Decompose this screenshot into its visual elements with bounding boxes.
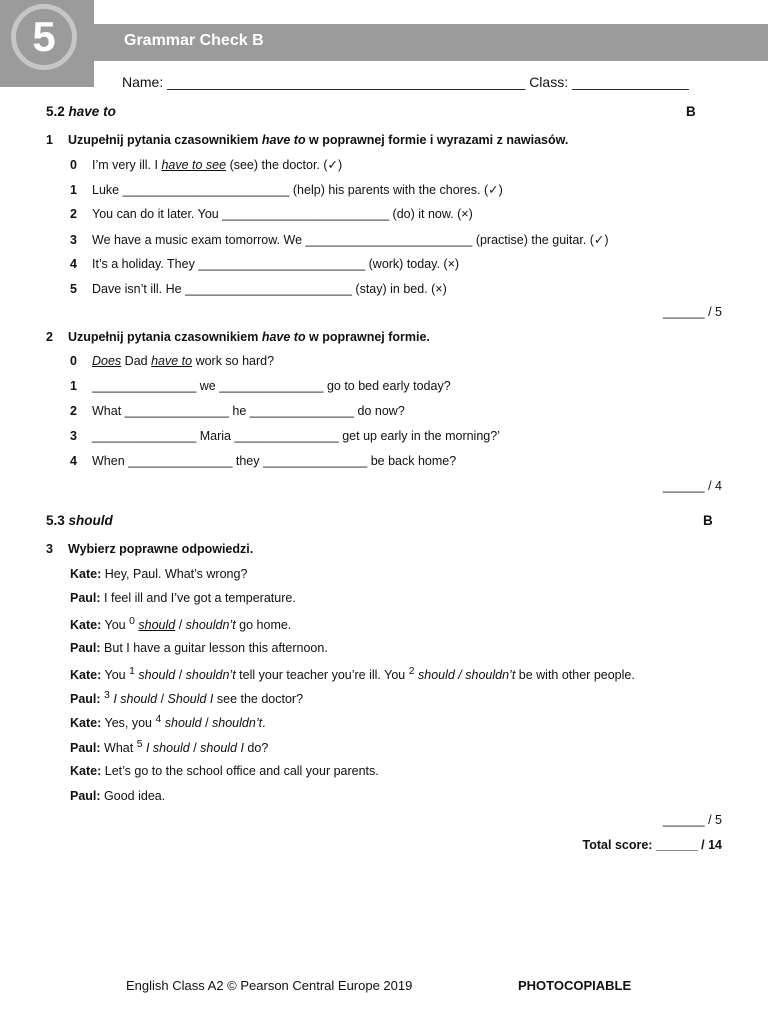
item-text[interactable]: We have a music exam tomorrow. We ________________________ (practise) the guitar. (✓) <box>92 233 609 247</box>
section-heading-5-3 <box>46 513 113 528</box>
gap-number: 3 <box>104 690 110 701</box>
list-item[interactable] <box>70 257 459 271</box>
name-label: Name: <box>122 74 164 90</box>
gap-number: 0 <box>129 616 135 627</box>
item-text[interactable]: _______________ Maria _______________ get up early in the morning?’ <box>92 429 500 443</box>
item-number: 1 <box>70 379 77 393</box>
list-item[interactable] <box>70 379 451 393</box>
item-number: 2 <box>70 404 77 418</box>
dialogue-line <box>70 789 165 803</box>
separator: / <box>175 618 186 633</box>
dialogue-line <box>70 739 268 755</box>
instruction-text: Wybierz poprawne odpowiedzi. <box>68 542 254 556</box>
section-title: should <box>68 513 113 528</box>
exercise-3-score[interactable]: ______ / 5 <box>662 813 722 827</box>
class-label: Class: <box>529 74 569 90</box>
total-label: Total score: <box>582 838 653 852</box>
list-item[interactable] <box>70 454 456 468</box>
speaker: Paul: <box>70 692 101 707</box>
list-item[interactable] <box>70 282 447 296</box>
section-number: 5.2 <box>46 104 65 119</box>
option-a[interactable]: should <box>164 716 202 731</box>
list-item[interactable] <box>70 232 609 247</box>
item-number: 1 <box>70 183 77 197</box>
dialogue-line <box>70 666 635 682</box>
instruction-text: w poprawnej formie i wyrazami z nawiasów. <box>305 133 569 147</box>
dialogue-line <box>70 591 296 605</box>
item-text: I’m very ill. I <box>92 158 162 172</box>
section-heading-5-2 <box>46 104 116 119</box>
option-a[interactable]: I should <box>113 692 158 707</box>
line-text: Hey, Paul. What’s wrong? <box>101 567 248 581</box>
item-text: Dad <box>121 354 152 368</box>
line-text: see the doctor? <box>213 692 304 707</box>
line-text: Good idea. <box>100 789 166 803</box>
exercise-1-instruction <box>46 133 568 147</box>
item-number: 0 <box>70 158 77 172</box>
instruction-text: w poprawnej formie. <box>305 330 430 344</box>
option-b: shouldn’t <box>185 618 236 633</box>
gap-number: 2 <box>408 666 415 677</box>
total-score <box>583 838 722 852</box>
line-text: You <box>101 668 130 683</box>
separator: / <box>189 741 201 756</box>
example-answer: Does <box>92 354 122 368</box>
option-a[interactable]: should <box>138 668 176 683</box>
dialogue-line <box>70 616 291 632</box>
footer-photocopiable: PHOTOCOPIABLE <box>518 978 632 993</box>
dialogue-line <box>70 641 328 655</box>
line-text: Yes, you <box>101 716 156 731</box>
name-field[interactable]: ______________________________________________ <box>167 74 526 90</box>
list-item[interactable] <box>70 207 473 221</box>
exercise-2-instruction <box>46 330 430 344</box>
instruction-emphasis: have to <box>261 330 306 344</box>
list-item <box>70 354 274 368</box>
item-text[interactable]: What _______________ he _______________ do now? <box>92 404 405 418</box>
item-number: 3 <box>70 429 77 443</box>
exercise-number: 3 <box>46 542 53 556</box>
line-text: . <box>262 716 266 731</box>
dialogue-line <box>70 714 266 730</box>
line-text: tell your teacher you’re ill. You <box>235 668 409 683</box>
example-answer: have to see <box>161 158 227 172</box>
speaker: Kate: <box>70 618 102 633</box>
item-text[interactable]: When _______________ they _______________ be back home? <box>92 454 457 468</box>
line-text: go home. <box>235 618 292 633</box>
option-a: should <box>138 618 176 633</box>
speaker: Kate: <box>70 764 102 778</box>
dialogue-line <box>70 690 303 706</box>
speaker: Kate: <box>70 567 102 581</box>
option-b[interactable]: Should I <box>167 692 214 707</box>
gap-number: 4 <box>155 714 162 725</box>
gap-number: 5 <box>136 739 143 750</box>
speaker: Paul: <box>70 641 101 655</box>
item-number: 2 <box>70 207 77 221</box>
item-text: work so hard? <box>192 354 275 368</box>
line-text: Let’s go to the school office and call your parents. <box>101 764 379 778</box>
line-text: do? <box>243 741 269 756</box>
item-text[interactable]: You can do it later. You ________________________ (do) it now. (×) <box>92 207 473 221</box>
item-number: 0 <box>70 354 77 368</box>
exercise-3-instruction <box>46 542 253 556</box>
item-number: 3 <box>70 233 77 247</box>
option-a[interactable]: I should <box>145 741 190 756</box>
line-text: be with other people. <box>515 668 635 683</box>
exercise-1-score[interactable]: ______ / 5 <box>662 305 722 319</box>
instruction-text: Uzupełnij pytania czasownikiem <box>68 330 262 344</box>
instruction-text: Uzupełnij pytania czasownikiem <box>68 133 262 147</box>
dialogue-line <box>70 764 379 778</box>
example-answer: have to <box>151 354 193 368</box>
item-text[interactable]: Luke ________________________ (help) his parents with the chores. (✓) <box>92 183 503 197</box>
option-b[interactable]: shouldn’t <box>212 716 263 731</box>
dialogue-line <box>70 567 247 581</box>
section-number: 5.3 <box>46 513 65 528</box>
exercise-number: 2 <box>46 330 53 344</box>
instruction-emphasis: have to <box>261 133 306 147</box>
exercise-number: 1 <box>46 133 53 147</box>
line-text: I feel ill and I’ve got a temperature. <box>100 591 296 605</box>
footer-copyright: English Class A2 © Pearson Central Europe 2019 <box>126 978 413 993</box>
option-b[interactable]: shouldn’t <box>185 668 236 683</box>
total-value[interactable]: ______ / 14 <box>655 838 722 852</box>
item-text: (see) the doctor. (✓) <box>226 158 343 172</box>
line-text: But I have a guitar lesson this afternoon. <box>100 641 328 655</box>
item-number: 4 <box>70 257 77 271</box>
section-variant: B <box>686 104 696 119</box>
option-b[interactable]: should I <box>200 741 244 756</box>
speaker: Kate: <box>70 668 102 683</box>
page-title: Grammar Check B <box>124 32 264 49</box>
unit-number: 5 <box>32 13 56 60</box>
item-text[interactable]: Dave isn’t ill. He ________________________ (stay) in bed. (×) <box>92 282 447 296</box>
separator: / <box>175 668 186 683</box>
option-pair[interactable]: should / shouldn’t <box>418 668 516 683</box>
separator: / <box>201 716 213 731</box>
item-text[interactable]: It’s a holiday. They ________________________ (work) today. (×) <box>92 257 460 271</box>
class-field[interactable]: _______________ <box>571 74 689 90</box>
item-text[interactable]: _______________ we _______________ go to bed early today? <box>92 379 451 393</box>
separator: / <box>157 692 168 707</box>
list-item[interactable] <box>70 182 503 197</box>
line-text: You <box>101 618 130 633</box>
item-number: 5 <box>70 282 77 296</box>
list-item <box>70 157 342 172</box>
speaker: Kate: <box>70 716 102 731</box>
name-class-row <box>122 74 689 90</box>
section-variant: B <box>703 513 713 528</box>
speaker: Paul: <box>70 591 101 605</box>
speaker: Paul: <box>70 741 101 756</box>
list-item[interactable] <box>70 429 500 443</box>
exercise-2-score[interactable]: ______ / 4 <box>662 479 722 493</box>
line-text: What <box>100 741 137 756</box>
speaker: Paul: <box>70 789 101 803</box>
section-title: have to <box>68 104 116 119</box>
list-item[interactable] <box>70 404 405 418</box>
gap-number: 1 <box>129 666 135 677</box>
item-number: 4 <box>70 454 77 468</box>
